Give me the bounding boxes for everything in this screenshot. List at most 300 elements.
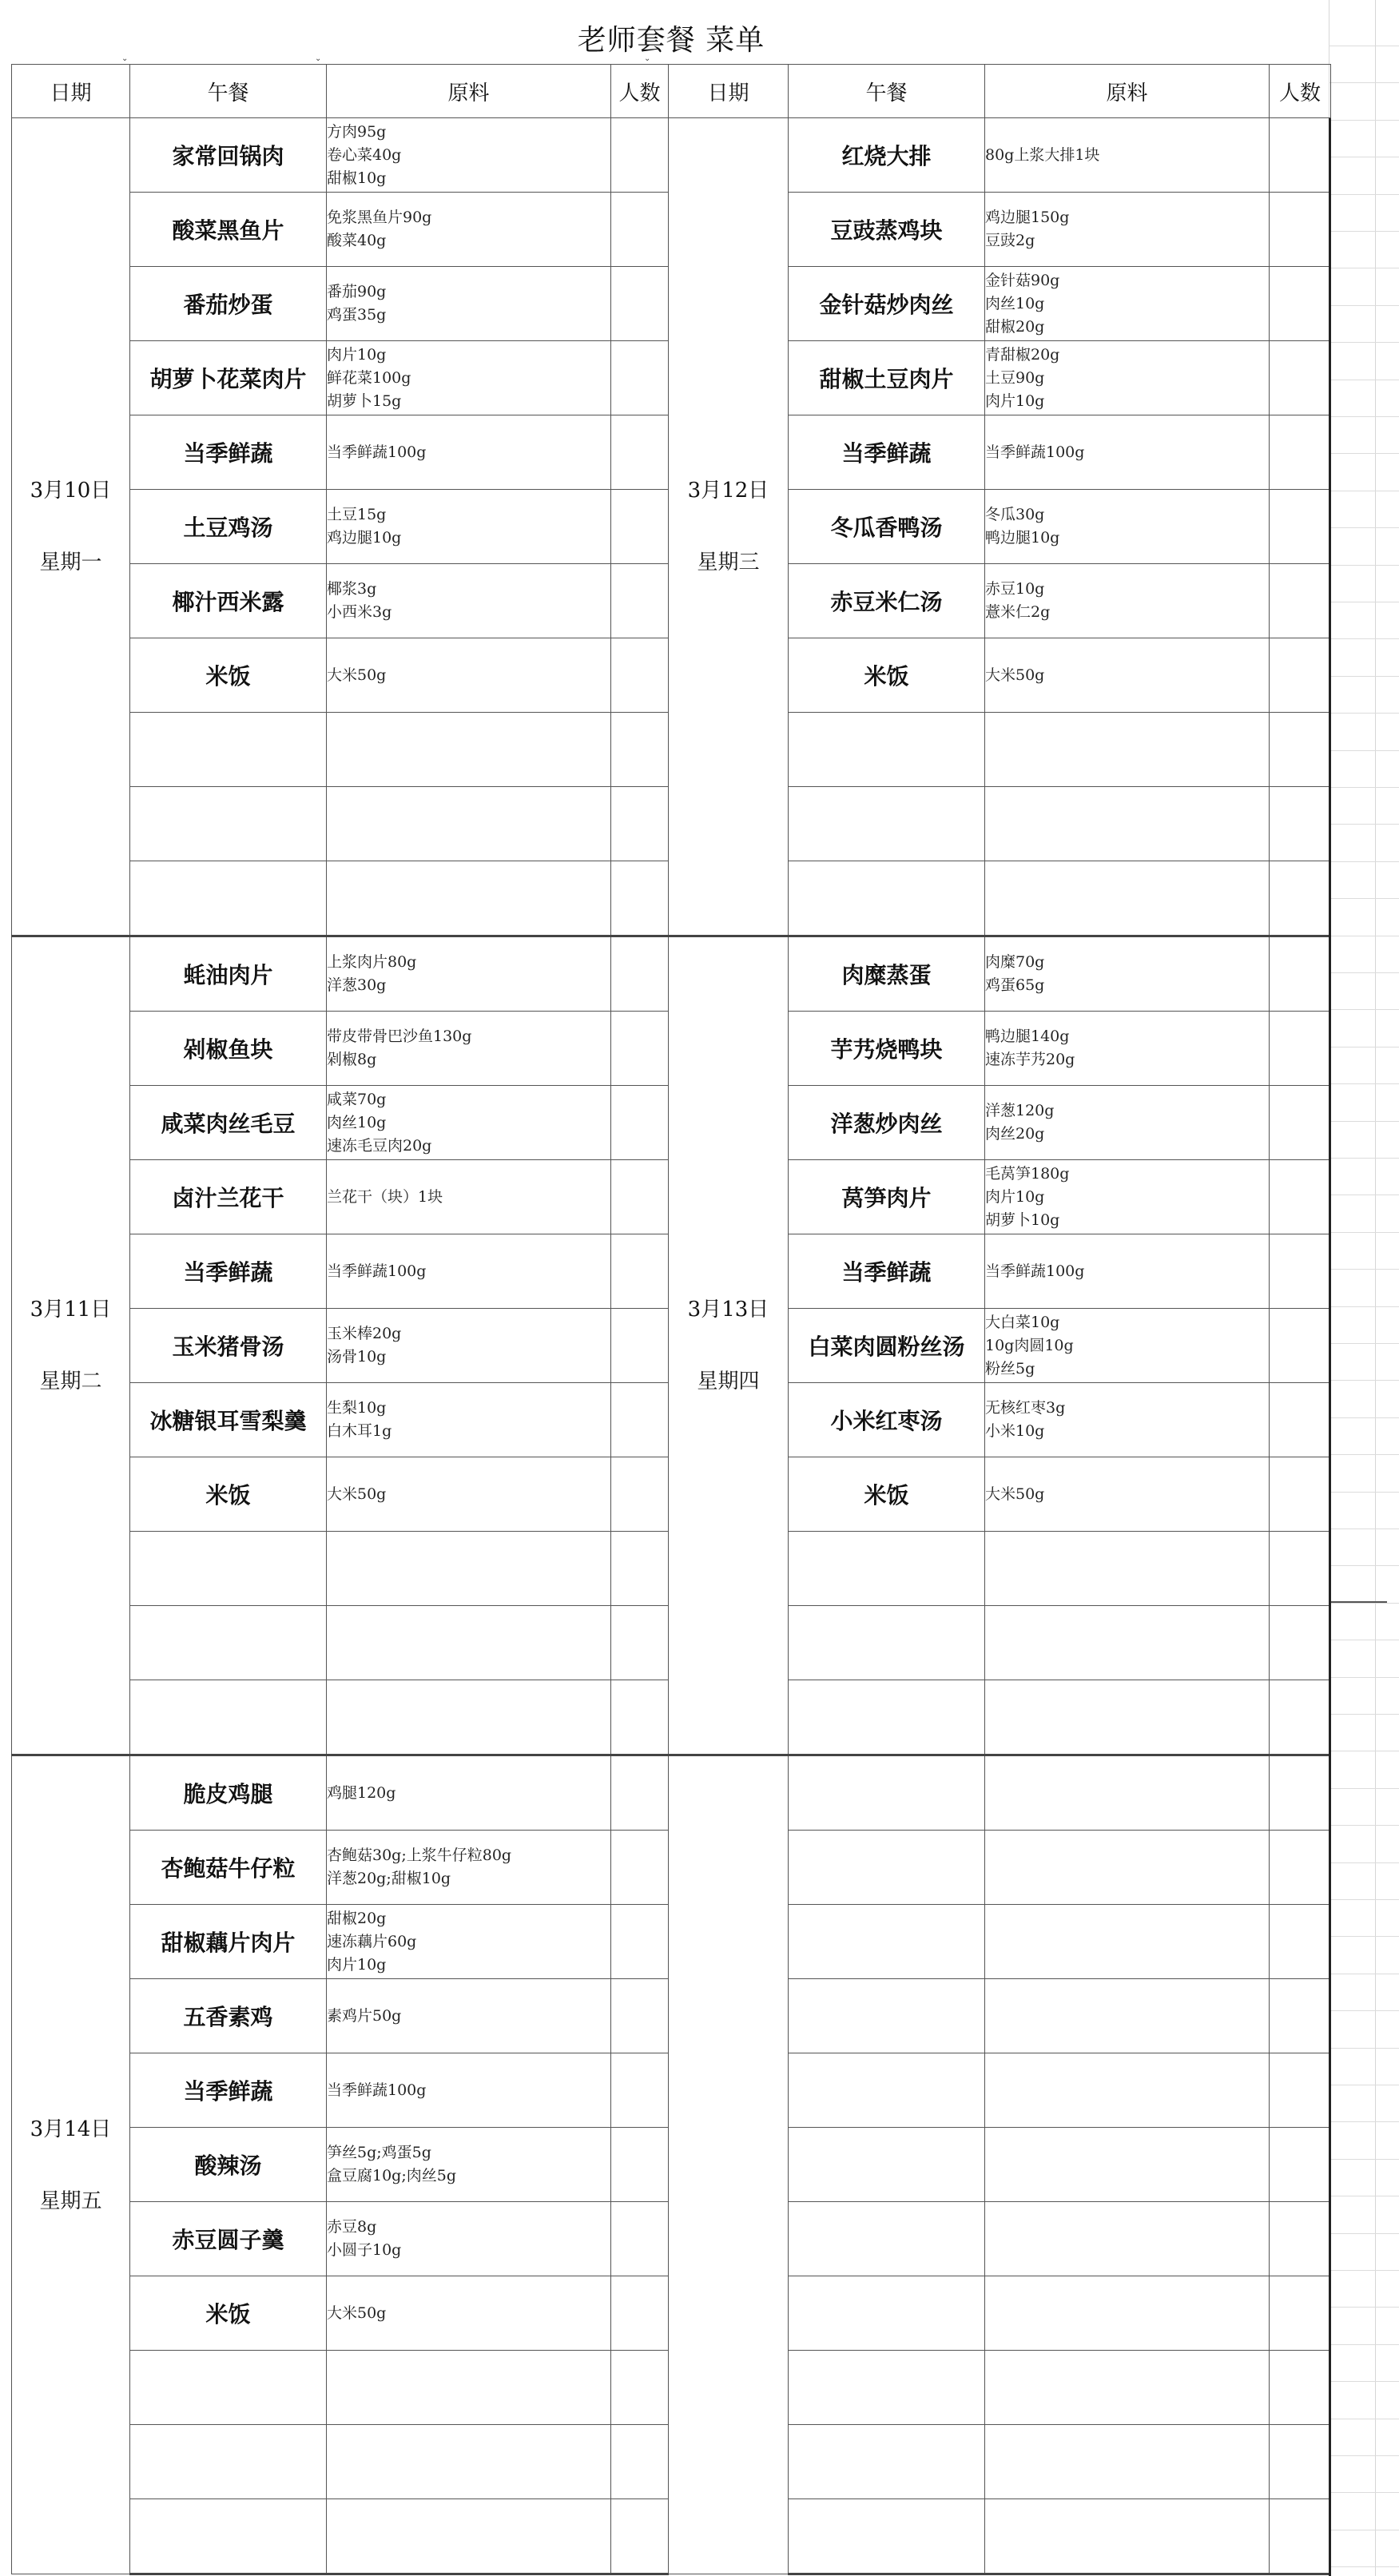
headcount-cell[interactable]: [611, 861, 669, 936]
dish-name: [130, 713, 327, 787]
dropdown-marker-icon: ⌄: [121, 54, 129, 63]
dish-name: 当季鲜蔬: [130, 2053, 327, 2128]
dish-name: [789, 1606, 985, 1680]
dish-name: [789, 2202, 985, 2276]
dish-ingredients: [327, 415, 611, 490]
headcount-cell[interactable]: [1270, 564, 1331, 638]
dish-name: 米饭: [789, 1457, 985, 1532]
headcount-cell[interactable]: [611, 1606, 669, 1680]
ingredient-line: 10g肉圆10g: [985, 1336, 1074, 1354]
dish-name: 赤豆圆子羹: [130, 2202, 327, 2276]
headcount-cell[interactable]: [611, 490, 669, 564]
ingredient-line: 兰花干（块）1块: [327, 1187, 443, 1206]
headcount-cell[interactable]: [1270, 193, 1331, 267]
dish-ingredients: [327, 1606, 611, 1680]
dish-ingredients: [985, 2351, 1270, 2425]
headcount-cell[interactable]: [1270, 638, 1331, 713]
dish-ingredients: [327, 1831, 611, 1905]
headcount-cell[interactable]: [1270, 1086, 1331, 1160]
dish-ingredients: [985, 1457, 1270, 1532]
dish-name: 金针菇炒肉丝: [789, 267, 985, 341]
dish-name: [789, 2499, 985, 2574]
dish-ingredients: [327, 564, 611, 638]
headcount-cell[interactable]: [1270, 2053, 1331, 2128]
dish-name: [789, 1831, 985, 1905]
ingredient-line: 毛莴笋180g: [985, 1164, 1070, 1183]
ingredient-line: 玉米棒20g: [327, 1325, 402, 1342]
ingredient-line: 小圆子10g: [327, 2241, 402, 2259]
dish-ingredients: [327, 638, 611, 713]
dish-ingredients: [327, 1905, 611, 1979]
spreadsheet-gridlines: [1329, 0, 1399, 2576]
headcount-cell[interactable]: [1270, 787, 1331, 861]
dish-name: 米饭: [789, 638, 985, 713]
dish-ingredients: [327, 490, 611, 564]
headcount-cell[interactable]: [611, 1086, 669, 1160]
dish-name: [789, 2053, 985, 2128]
ingredient-line: 甜椒20g: [985, 317, 1045, 336]
ingredient-line: 80g上浆大排1块: [985, 145, 1100, 164]
ingredient-line: 当季鲜蔬100g: [985, 443, 1085, 461]
dish-ingredients: [327, 1012, 611, 1086]
headcount-cell[interactable]: [1270, 2425, 1331, 2499]
dish-name: [130, 2425, 327, 2499]
dish-ingredients: [327, 713, 611, 787]
dish-ingredients: [985, 2053, 1270, 2128]
dish-name: 当季鲜蔬: [789, 415, 985, 490]
dish-ingredients: [327, 118, 611, 193]
ingredient-line: 肉片10g: [985, 392, 1045, 410]
ingredient-line: 鸭边腿140g: [985, 1028, 1070, 1045]
headcount-cell[interactable]: [611, 2499, 669, 2574]
ingredient-line: 大米50g: [985, 666, 1045, 684]
dish-name: 酸菜黑鱼片: [130, 193, 327, 267]
dish-name: 咸菜肉丝毛豆: [130, 1086, 327, 1160]
ingredient-line: 肉丝20g: [985, 1125, 1045, 1143]
headcount-cell[interactable]: [1270, 267, 1331, 341]
header-row: [12, 65, 1331, 118]
ingredient-line: 当季鲜蔬100g: [327, 443, 427, 461]
page-title: 老师套餐 菜单: [577, 24, 765, 57]
header-date: 日期: [12, 65, 130, 118]
headcount-cell[interactable]: [611, 1383, 669, 1457]
header-lunch: 午餐: [130, 65, 327, 118]
headcount-cell[interactable]: [611, 638, 669, 713]
ingredient-line: 小西米3g: [327, 603, 392, 621]
headcount-cell[interactable]: [611, 1680, 669, 1755]
ingredient-line: 赤豆8g: [327, 2218, 377, 2236]
ingredient-line: 速冻藕片60g: [327, 1932, 417, 1950]
dish-name: 白菜肉圆粉丝汤: [789, 1309, 985, 1383]
ingredient-line: 椰浆3g: [327, 580, 377, 598]
ingredient-line: 肉糜70g: [985, 953, 1045, 971]
dish-name: [130, 1606, 327, 1680]
ingredient-line: 胡萝卜10g: [985, 1210, 1060, 1229]
table-row: [12, 118, 1331, 193]
dish-name: 胡萝卜花菜肉片: [130, 341, 327, 415]
dish-name: [789, 1755, 985, 1831]
ingredient-line: 小米10g: [985, 1422, 1045, 1440]
dropdown-marker-icon: ⌄: [315, 54, 322, 63]
ingredient-line: 鸭边腿10g: [985, 529, 1060, 547]
ingredient-line: 咸菜70g: [327, 1090, 387, 1108]
dish-ingredients: [985, 1012, 1270, 1086]
dish-name: 甜椒藕片肉片: [130, 1905, 327, 1979]
headcount-cell[interactable]: [611, 1457, 669, 1532]
headcount-cell[interactable]: [1270, 1755, 1331, 1831]
dish-ingredients: [327, 2053, 611, 2128]
dish-name: 米饭: [130, 1457, 327, 1532]
headcount-cell[interactable]: [611, 1012, 669, 1086]
dish-ingredients: [985, 415, 1270, 490]
dish-ingredients: [327, 2276, 611, 2351]
date-label: 3月11日: [30, 1298, 112, 1322]
dish-name: [789, 1532, 985, 1606]
headcount-cell[interactable]: [1270, 1606, 1331, 1680]
ingredient-line: 青甜椒20g: [985, 345, 1060, 364]
weekday-label: 星期二: [39, 1369, 102, 1393]
headcount-cell[interactable]: [1270, 861, 1331, 936]
weekday-label: 星期四: [697, 1369, 760, 1393]
dish-ingredients: [327, 267, 611, 341]
ingredient-line: 肉片10g: [985, 1187, 1045, 1206]
dish-ingredients: [985, 2202, 1270, 2276]
dropdown-marker-icon: ⌄: [644, 54, 651, 63]
dish-ingredients: [985, 1532, 1270, 1606]
ingredient-line: 肉片10g: [327, 345, 387, 364]
ingredient-line: 生梨10g: [327, 1399, 387, 1417]
headcount-cell[interactable]: [611, 415, 669, 490]
dish-ingredients: [327, 1979, 611, 2053]
headcount-cell[interactable]: [611, 2202, 669, 2276]
dish-name: [130, 2499, 327, 2574]
ingredient-line: 酸菜40g: [327, 232, 387, 249]
headcount-cell[interactable]: [1270, 2499, 1331, 2574]
dish-ingredients: [985, 936, 1270, 1012]
headcount-cell[interactable]: [611, 1309, 669, 1383]
headcount-cell[interactable]: [1270, 2276, 1331, 2351]
dish-name: [789, 2276, 985, 2351]
ingredient-line: 大米50g: [327, 1485, 387, 1503]
dish-name: 蚝油肉片: [130, 936, 327, 1012]
dish-name: 当季鲜蔬: [130, 415, 327, 490]
menu-table: [11, 64, 1331, 2575]
date-label: 3月12日: [687, 479, 769, 503]
dish-ingredients: [985, 118, 1270, 193]
dish-ingredients: [985, 1755, 1270, 1831]
date-label: 3月10日: [30, 479, 112, 503]
headcount-cell[interactable]: [611, 1160, 669, 1234]
dish-ingredients: [985, 1905, 1270, 1979]
headcount-cell[interactable]: [1270, 1831, 1331, 1905]
dish-ingredients: [327, 861, 611, 936]
ingredient-line: 土豆15g: [327, 506, 387, 523]
headcount-cell[interactable]: [611, 1532, 669, 1606]
dish-name: 红烧大排: [789, 118, 985, 193]
ingredient-line: 素鸡片50g: [327, 2006, 402, 2025]
headcount-cell[interactable]: [1270, 713, 1331, 787]
dish-ingredients: [985, 341, 1270, 415]
weekday-label: 星期三: [697, 551, 760, 574]
dish-ingredients: [985, 1383, 1270, 1457]
header-lunch: 午餐: [789, 65, 985, 118]
ingredient-line: 速冻毛豆肉20g: [327, 1136, 432, 1155]
headcount-cell[interactable]: [1270, 1234, 1331, 1309]
ingredient-line: 甜椒10g: [327, 169, 387, 187]
ingredient-line: 大米50g: [985, 1485, 1045, 1503]
cell-divider-mark: [1331, 1601, 1387, 1603]
dish-name: 洋葱炒肉丝: [789, 1086, 985, 1160]
dish-ingredients: [327, 1160, 611, 1234]
dish-ingredients: [985, 1680, 1270, 1755]
ingredient-line: 冬瓜30g: [985, 506, 1045, 523]
ingredient-line: 方肉95g: [327, 122, 387, 141]
ingredient-line: 洋葱20g;甜椒10g: [327, 1870, 451, 1887]
ingredient-line: 肉丝10g: [985, 294, 1045, 312]
headcount-cell[interactable]: [611, 267, 669, 341]
headcount-cell[interactable]: [611, 2276, 669, 2351]
dish-name: 番茄炒蛋: [130, 267, 327, 341]
dish-ingredients: [985, 2276, 1270, 2351]
weekday-label: 星期一: [39, 551, 102, 574]
ingredient-line: 免浆黑鱼片90g: [327, 209, 432, 226]
headcount-cell[interactable]: [1270, 1979, 1331, 2053]
date-cell: [12, 936, 130, 1755]
headcount-cell[interactable]: [1270, 341, 1331, 415]
header-headcount: 人数: [611, 65, 669, 118]
dish-name: 赤豆米仁汤: [789, 564, 985, 638]
dish-ingredients: [985, 193, 1270, 267]
dish-name: 当季鲜蔬: [130, 1234, 327, 1309]
dish-name: 五香素鸡: [130, 1979, 327, 2053]
dish-name: 甜椒土豆肉片: [789, 341, 985, 415]
dish-ingredients: [327, 193, 611, 267]
headcount-cell[interactable]: [611, 118, 669, 193]
dish-name: [789, 1979, 985, 2053]
dish-ingredients: [985, 713, 1270, 787]
dish-name: 脆皮鸡腿: [130, 1755, 327, 1831]
dish-ingredients: [985, 1606, 1270, 1680]
headcount-cell[interactable]: [611, 1831, 669, 1905]
dish-name: 米饭: [130, 2276, 327, 2351]
dish-ingredients: [985, 2128, 1270, 2202]
ingredient-line: 大白菜10g: [985, 1313, 1060, 1331]
headcount-cell[interactable]: [611, 1979, 669, 2053]
dish-ingredients: [327, 1309, 611, 1383]
ingredient-line: 肉片10g: [327, 1955, 387, 1974]
ingredient-line: 盒豆腐10g;肉丝5g: [327, 2167, 456, 2184]
ingredient-line: 洋葱120g: [985, 1102, 1055, 1119]
dish-name: [130, 2351, 327, 2425]
ingredient-line: 土豆90g: [985, 368, 1045, 387]
ingredient-line: 洋葱30g: [327, 976, 387, 994]
ingredient-line: 金针菇90g: [985, 271, 1060, 289]
ingredient-line: 赤豆10g: [985, 580, 1045, 598]
dish-name: 椰汁西米露: [130, 564, 327, 638]
table-right-border: [1329, 118, 1331, 2576]
headcount-cell[interactable]: [611, 1755, 669, 1831]
dish-ingredients: [985, 787, 1270, 861]
ingredient-line: 白木耳1g: [327, 1422, 392, 1440]
ingredient-line: 带皮带骨巴沙鱼130g: [327, 1028, 472, 1045]
dish-name: 冰糖银耳雪梨羹: [130, 1383, 327, 1457]
headcount-cell[interactable]: [611, 2351, 669, 2425]
ingredient-line: 杏鲍菇30g;上浆牛仔粒80g: [327, 1847, 512, 1864]
headcount-cell[interactable]: [1270, 936, 1331, 1012]
headcount-cell[interactable]: [611, 713, 669, 787]
ingredient-line: 胡萝卜15g: [327, 392, 402, 410]
ingredient-line: 薏米仁2g: [985, 603, 1051, 621]
header-date: 日期: [669, 65, 789, 118]
dish-name: 米饭: [130, 638, 327, 713]
dish-ingredients: [985, 564, 1270, 638]
date-label: 3月13日: [687, 1298, 769, 1322]
ingredient-line: 粉丝5g: [985, 1359, 1035, 1377]
dish-name: [130, 1680, 327, 1755]
headcount-cell[interactable]: [1270, 1532, 1331, 1606]
ingredient-line: 大米50g: [327, 2304, 387, 2322]
ingredient-line: 鸡蛋35g: [327, 306, 387, 324]
ingredient-line: 当季鲜蔬100g: [327, 2081, 427, 2099]
headcount-cell[interactable]: [1270, 1383, 1331, 1457]
headcount-cell[interactable]: [1270, 1309, 1331, 1383]
headcount-cell[interactable]: [1270, 1680, 1331, 1755]
date-cell: [669, 936, 789, 1755]
ingredient-line: 鸡腿120g: [327, 1783, 396, 1802]
dish-name: [789, 2425, 985, 2499]
headcount-cell[interactable]: [1270, 1905, 1331, 1979]
dish-name: 家常回锅肉: [130, 118, 327, 193]
dish-ingredients: [985, 1979, 1270, 2053]
header-ingredients: 原料: [327, 65, 611, 118]
headcount-cell[interactable]: [611, 2128, 669, 2202]
dish-name: 当季鲜蔬: [789, 1234, 985, 1309]
dish-ingredients: [985, 490, 1270, 564]
dish-name: 酸辣汤: [130, 2128, 327, 2202]
headcount-cell[interactable]: [611, 564, 669, 638]
ingredient-line: 汤骨10g: [327, 1348, 387, 1366]
headcount-cell[interactable]: [611, 1234, 669, 1309]
dish-ingredients: [327, 2425, 611, 2499]
date-cell: [669, 118, 789, 936]
headcount-cell[interactable]: [611, 936, 669, 1012]
dish-ingredients: [985, 1086, 1270, 1160]
dish-ingredients: [327, 2499, 611, 2574]
dish-ingredients: [327, 2128, 611, 2202]
dish-name: [130, 787, 327, 861]
ingredient-line: 甜椒20g: [327, 1909, 387, 1927]
dish-ingredients: [985, 1831, 1270, 1905]
dish-ingredients: [985, 2499, 1270, 2574]
dish-name: [789, 2128, 985, 2202]
table-row: [12, 1755, 1331, 1831]
headcount-cell[interactable]: [1270, 2202, 1331, 2276]
headcount-cell[interactable]: [1270, 1457, 1331, 1532]
headcount-cell[interactable]: [1270, 2351, 1331, 2425]
ingredient-line: 当季鲜蔬100g: [985, 1262, 1085, 1280]
ingredient-line: 鸡边腿10g: [327, 529, 402, 547]
dish-ingredients: [985, 638, 1270, 713]
ingredient-line: 速冻芋艿20g: [985, 1051, 1075, 1068]
dish-ingredients: [985, 1309, 1270, 1383]
dish-ingredients: [985, 861, 1270, 936]
headcount-cell[interactable]: [1270, 415, 1331, 490]
dish-name: 冬瓜香鸭汤: [789, 490, 985, 564]
dish-name: 土豆鸡汤: [130, 490, 327, 564]
dish-name: 卤汁兰花干: [130, 1160, 327, 1234]
header-headcount: 人数: [1270, 65, 1331, 118]
dish-ingredients: [327, 1234, 611, 1309]
headcount-cell[interactable]: [611, 341, 669, 415]
ingredient-line: 豆豉2g: [985, 232, 1035, 249]
date-cell: [12, 118, 130, 936]
ingredient-line: 上浆肉片80g: [327, 953, 417, 971]
dish-ingredients: [327, 2202, 611, 2276]
headcount-cell[interactable]: [611, 2053, 669, 2128]
ingredient-line: 剁椒8g: [327, 1051, 377, 1068]
dish-ingredients: [327, 1680, 611, 1755]
ingredient-line: 当季鲜蔬100g: [327, 1262, 427, 1280]
dish-ingredients: [327, 1383, 611, 1457]
table-row: [12, 936, 1331, 1012]
dish-name: [130, 861, 327, 936]
headcount-cell[interactable]: [611, 193, 669, 267]
dish-ingredients: [985, 1234, 1270, 1309]
dish-name: [789, 787, 985, 861]
dish-name: 剁椒鱼块: [130, 1012, 327, 1086]
ingredient-line: 无核红枣3g: [985, 1399, 1066, 1417]
dish-name: 芋艿烧鸭块: [789, 1012, 985, 1086]
dish-ingredients: [327, 1532, 611, 1606]
headcount-cell[interactable]: [1270, 490, 1331, 564]
headcount-cell[interactable]: [611, 787, 669, 861]
dish-name: [789, 1905, 985, 1979]
dish-ingredients: [327, 936, 611, 1012]
headcount-cell[interactable]: [1270, 1160, 1331, 1234]
dish-ingredients: [327, 341, 611, 415]
dish-ingredients: [985, 2425, 1270, 2499]
date-cell: [669, 1755, 789, 2574]
dish-ingredients: [327, 1755, 611, 1831]
ingredient-line: 鲜花菜100g: [327, 368, 411, 387]
headcount-cell[interactable]: [1270, 2128, 1331, 2202]
ingredient-line: 大米50g: [327, 666, 387, 684]
dish-ingredients: [985, 1160, 1270, 1234]
dish-name: 杏鲍菇牛仔粒: [130, 1831, 327, 1905]
dish-ingredients: [327, 1457, 611, 1532]
dish-name: [789, 2351, 985, 2425]
dish-name: [789, 713, 985, 787]
headcount-cell[interactable]: [611, 1905, 669, 1979]
dish-name: [789, 861, 985, 936]
header-ingredients: 原料: [985, 65, 1270, 118]
ingredient-line: 鸡蛋65g: [985, 976, 1045, 994]
ingredient-line: 肉丝10g: [327, 1113, 387, 1131]
dish-name: 莴笋肉片: [789, 1160, 985, 1234]
headcount-cell[interactable]: [1270, 118, 1331, 193]
headcount-cell[interactable]: [611, 2425, 669, 2499]
dish-name: 小米红枣汤: [789, 1383, 985, 1457]
dish-name: 肉糜蒸蛋: [789, 936, 985, 1012]
dish-ingredients: [327, 1086, 611, 1160]
weekday-label: 星期五: [39, 2188, 102, 2213]
dish-name: [789, 1680, 985, 1755]
headcount-cell[interactable]: [1270, 1012, 1331, 1086]
ingredient-line: 卷心菜40g: [327, 145, 402, 164]
dish-ingredients: [327, 787, 611, 861]
dish-ingredients: [327, 2351, 611, 2425]
ingredient-line: 笋丝5g;鸡蛋5g: [327, 2144, 431, 2161]
